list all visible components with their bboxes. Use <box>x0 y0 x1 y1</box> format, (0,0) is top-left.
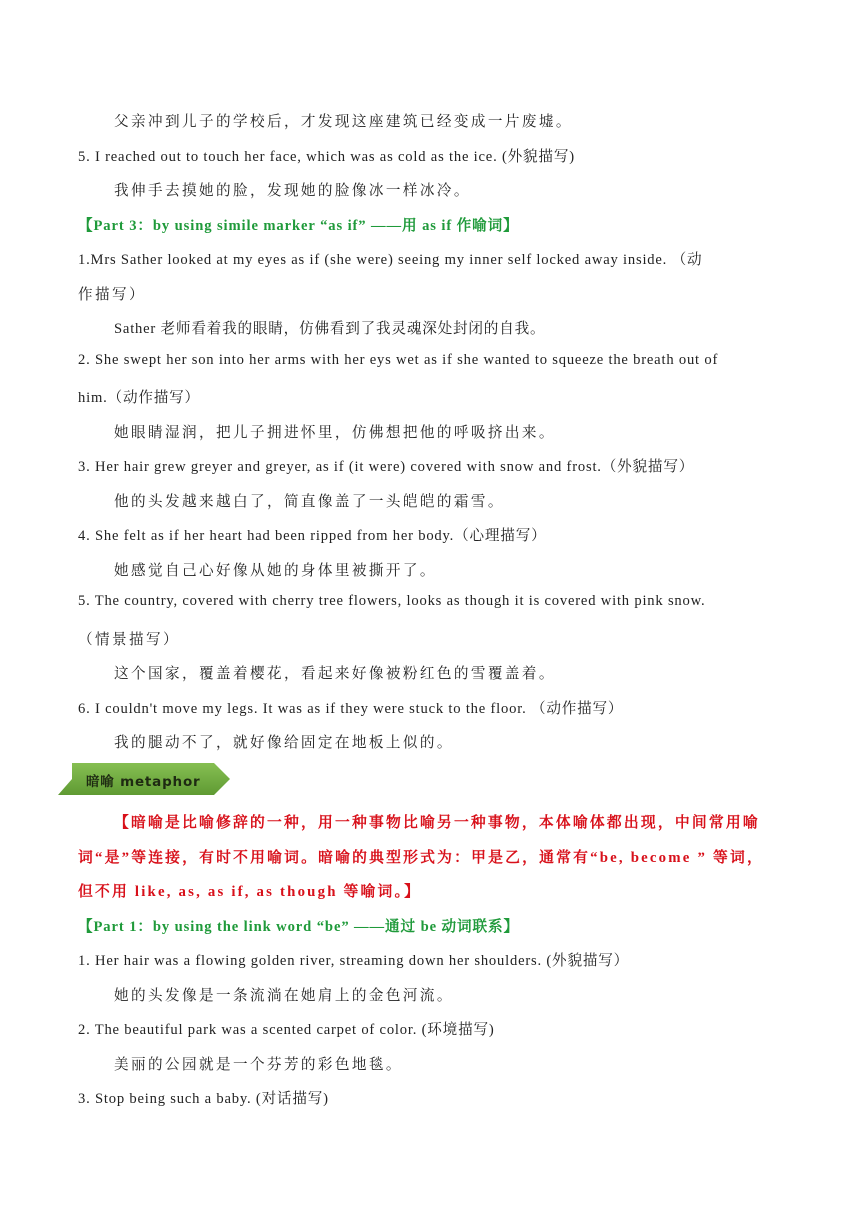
text-line: 1. Her hair was a flowing golden river, streaming down her shoulders. (外貌描写） <box>78 953 630 969</box>
text-line: 他的头发越来越白了，简直像盖了一头皑皑的霜雪。 <box>114 494 505 510</box>
text-line: 她眼睛湿润，把儿子拥进怀里，仿佛想把他的呼吸挤出来。 <box>114 425 556 441</box>
text-line: 3. Her hair grew greyer and greyer, as if (it were) covered with snow and frost.（外貌描写） <box>78 459 695 475</box>
text-line: 3. Stop being such a baby. (对话描写) <box>78 1091 329 1107</box>
note-line: 词“是”等连接，有时不用喻词。暗喻的典型形式为：甲是乙，通常有“be, become ” 等词， <box>78 850 764 866</box>
text-line: 作描写） <box>78 287 146 303</box>
text-line: 她感觉自己心好像从她的身体里被撕开了。 <box>114 563 437 579</box>
text-line: him.（动作描写） <box>78 390 200 406</box>
text-line: 父亲冲到儿子的学校后，才发现这座建筑已经变成一片废墟。 <box>114 114 573 130</box>
text-line: 我伸手去摸她的脸，发现她的脸像冰一样冰冷。 <box>114 183 471 199</box>
section-heading-part3: 【Part 3：by using simile marker “as if” ——用 as if 作喻词】 <box>78 218 519 234</box>
text-line: 我的腿动不了，就好像给固定在地板上似的。 <box>114 735 454 751</box>
text-line: 她的头发像是一条流淌在她肩上的金色河流。 <box>114 988 454 1004</box>
text-line: 这个国家，覆盖着樱花，看起来好像被粉红色的雪覆盖着。 <box>114 666 556 682</box>
note-line: 【暗喻是比喻修辞的一种，用一种事物比喻另一种事物，本体喻体都出现，中间常用喻 <box>114 815 760 831</box>
text-line: Sather 老师看着我的眼睛，仿佛看到了我灵魂深处封闭的自我。 <box>114 321 546 337</box>
text-line: 5. I reached out to touch her face, which was as cold as the ice. (外貌描写) <box>78 149 575 165</box>
text-line: 美丽的公园就是一个芬芳的彩色地毯。 <box>114 1057 403 1073</box>
text-line: （情景描写） <box>78 632 180 648</box>
text-line: 1.Mrs Sather looked at my eyes as if (she were) seeing my inner self locked away inside. （动 <box>78 252 703 268</box>
text-line: 6. I couldn't move my legs. It was as if they were stuck to the floor. （动作描写） <box>78 701 624 717</box>
text-line: 2. The beautiful park was a scented carpet of color. (环境描写) <box>78 1022 495 1038</box>
text-line: 2. She swept her son into her arms with her eys wet as if she wanted to squeeze the breath out of <box>78 352 719 368</box>
text-line: 4. She felt as if her heart had been ripped from her body.（心理描写） <box>78 528 547 544</box>
banner-label: 暗喻 metaphor <box>86 774 201 790</box>
note-line: 但不用 like, as, as if, as though 等喻词。】 <box>78 884 422 900</box>
section-heading-part1: 【Part 1：by using the link word “be” ——通过 be 动词联系】 <box>78 919 519 935</box>
text-line: 5. The country, covered with cherry tree flowers, looks as though it is covered with pink snow. <box>78 593 706 609</box>
section-banner-metaphor <box>58 763 230 795</box>
